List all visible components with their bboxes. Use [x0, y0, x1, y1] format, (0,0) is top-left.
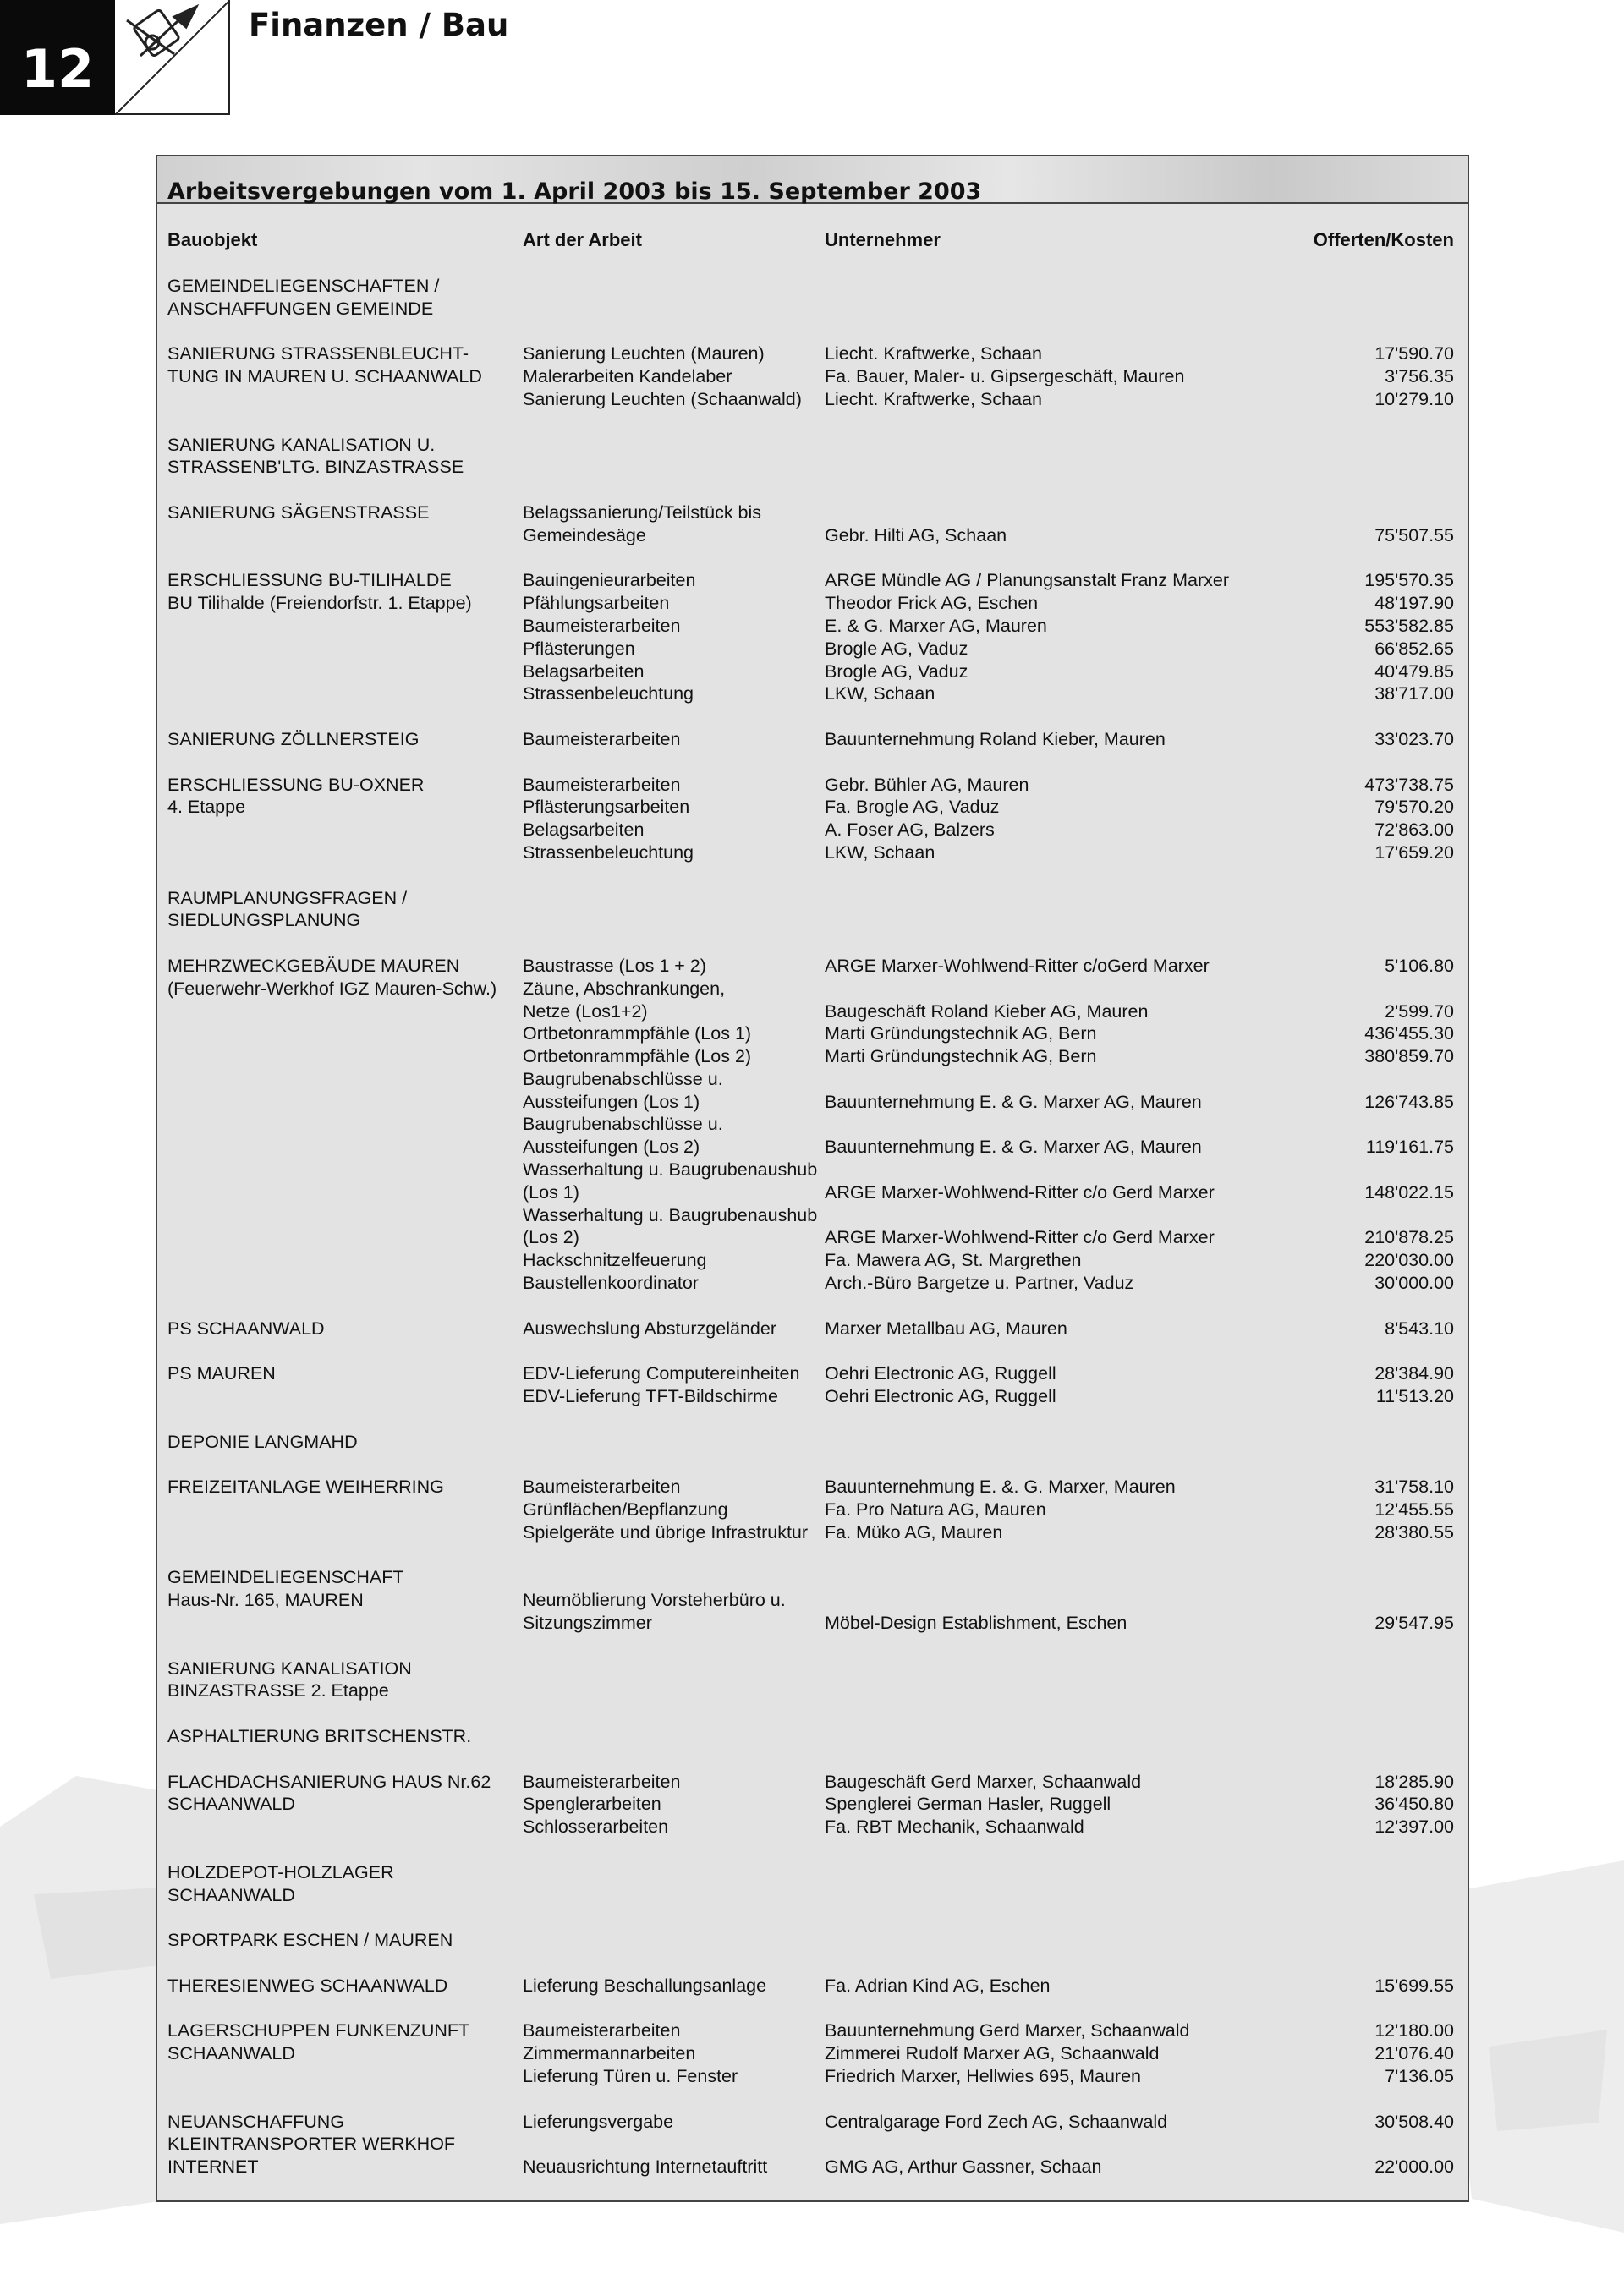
unternehmer-cell: Marti Gründungstechnik AG, Bern [825, 1046, 1097, 1067]
table-row [157, 275, 1468, 298]
kosten-cell: 79'570.20 [1374, 797, 1454, 818]
kosten-cell: 33'023.70 [1374, 728, 1454, 749]
kosten-cell: 12'397.00 [1374, 1817, 1454, 1838]
unternehmer-cell: Centralgarage Ford Zech AG, Schaanwald [825, 2111, 1168, 2132]
table-row [157, 1635, 1468, 1658]
table-row [157, 342, 1468, 365]
art-der-arbeit-cell: Hackschnitzelfeuerung [523, 1250, 707, 1271]
table-row [157, 388, 1468, 411]
unternehmer-cell: Möbel-Design Establishment, Eschen [825, 1613, 1127, 1634]
table-row [157, 1113, 1468, 1136]
table-row [157, 1340, 1468, 1362]
art-der-arbeit-cell: Ortbetonrammpfähle (Los 1) [523, 1023, 752, 1044]
column-header-unternehmer: Unternehmer [825, 229, 941, 250]
art-der-arbeit-cell: Aussteifungen (Los 1) [523, 1091, 700, 1112]
art-der-arbeit-cell: Pfählungsarbeiten [523, 593, 670, 614]
bauobjekt-cell: SPORTPARK ESCHEN / MAUREN [167, 1930, 453, 1951]
kosten-cell: 28'380.55 [1374, 1521, 1454, 1543]
table-row [157, 1249, 1468, 1272]
table-row [157, 1499, 1468, 1521]
unternehmer-cell: Arch.-Büro Bargetze u. Partner, Vaduz [825, 1273, 1134, 1294]
kosten-cell: 75'507.55 [1374, 524, 1454, 545]
table-row [157, 569, 1468, 592]
art-der-arbeit-cell: Spenglerarbeiten [523, 1794, 661, 1815]
bauobjekt-cell: PS SCHAANWALD [167, 1318, 325, 1339]
unternehmer-cell: ARGE Marxer-Wohlwend-Ritter c/oGerd Marxer [825, 955, 1210, 976]
bauobjekt-cell: SCHAANWALD [167, 1884, 295, 1905]
table-row [157, 1204, 1468, 1227]
table-row [157, 1748, 1468, 1771]
art-der-arbeit-cell: Pflästerungsarbeiten [523, 797, 690, 818]
table-row [157, 1000, 1468, 1023]
unternehmer-cell: Brogle AG, Vaduz [825, 638, 968, 659]
kosten-cell: 220'030.00 [1364, 1250, 1454, 1271]
table-row [157, 615, 1468, 638]
unternehmer-cell: Bauunternehmung E. & G. Marxer AG, Mauren [825, 1137, 1202, 1158]
bauobjekt-cell: FLACHDACHSANIERUNG HAUS Nr.62 [167, 1771, 491, 1792]
table-row [157, 638, 1468, 660]
unternehmer-cell: Bauunternehmung Gerd Marxer, Schaanwald [825, 2020, 1190, 2041]
table-row [157, 592, 1468, 615]
art-der-arbeit-cell: Zäune, Abschrankungen, [523, 978, 726, 999]
table-row [157, 1997, 1468, 2020]
kosten-cell: 12'180.00 [1374, 2020, 1454, 2041]
art-der-arbeit-cell: Baumeisterarbeiten [523, 728, 681, 749]
bauobjekt-cell: ERSCHLIESSUNG BU-TILIHALDE [167, 570, 452, 591]
table-row [157, 2133, 1468, 2156]
table-row [157, 1975, 1468, 1997]
art-der-arbeit-cell: Sitzungszimmer [523, 1613, 652, 1634]
table-row [157, 1159, 1468, 1181]
kosten-cell: 3'756.35 [1385, 366, 1454, 387]
bauobjekt-cell: TUNG IN MAUREN U. SCHAANWALD [167, 366, 482, 387]
art-der-arbeit-cell: Neumöblierung Vorsteherbüro u. [523, 1590, 786, 1611]
kosten-cell: 40'479.85 [1374, 660, 1454, 682]
table-row [157, 1725, 1468, 1748]
art-der-arbeit-cell: Auswechslung Absturzgeländer [523, 1318, 776, 1339]
unternehmer-cell: Bauunternehmung Roland Kieber, Mauren [825, 728, 1166, 749]
unternehmer-cell: Brogle AG, Vaduz [825, 660, 968, 682]
table-row [157, 1295, 1468, 1318]
art-der-arbeit-cell: Baumeisterarbeiten [523, 2020, 681, 2041]
page-number: 12 [0, 0, 115, 115]
kosten-cell: 436'455.30 [1364, 1023, 1454, 1044]
art-der-arbeit-cell: Lieferung Türen u. Fenster [523, 2065, 738, 2086]
table-row [157, 1181, 1468, 1204]
art-der-arbeit-cell: Lieferungsvergabe [523, 2111, 674, 2132]
unternehmer-cell: Friedrich Marxer, Hellwies 695, Mauren [825, 2065, 1141, 2086]
bauobjekt-cell: MEHRZWECKGEBÄUDE MAUREN [167, 955, 460, 976]
bauobjekt-cell: PS MAUREN [167, 1363, 276, 1384]
kosten-cell: 31'758.10 [1374, 1477, 1454, 1498]
art-der-arbeit-cell: Lieferung Beschallungsanlage [523, 1975, 767, 1996]
bauobjekt-cell: ASPHALTIERUNG BRITSCHENSTR. [167, 1726, 472, 1746]
art-der-arbeit-cell: Wasserhaltung u. Baugrubenaushub [523, 1159, 818, 1181]
table-row [157, 2042, 1468, 2065]
bauobjekt-cell: INTERNET [167, 2156, 259, 2178]
unternehmer-cell: Fa. RBT Mechanik, Schaanwald [825, 1817, 1084, 1838]
table-row [157, 1861, 1468, 1884]
table-row [157, 1385, 1468, 1408]
table-row [157, 2111, 1468, 2134]
art-der-arbeit-cell: Sanierung Leuchten (Mauren) [523, 343, 765, 364]
table-row [157, 1476, 1468, 1499]
table-row [157, 932, 1468, 955]
bauobjekt-cell: HOLZDEPOT-HOLZLAGER [167, 1861, 394, 1882]
kosten-cell: 195'570.35 [1364, 570, 1454, 591]
table-row [157, 411, 1468, 434]
unternehmer-cell: Gebr. Bühler AG, Mauren [825, 774, 1029, 795]
table-row [157, 1929, 1468, 1952]
art-der-arbeit-cell: Baugrubenabschlüsse u. [523, 1114, 723, 1135]
kosten-cell: 119'161.75 [1365, 1137, 1454, 1158]
unternehmer-cell: LKW, Schaan [825, 683, 935, 704]
art-der-arbeit-cell: Malerarbeiten Kandelaber [523, 366, 732, 387]
unternehmer-cell: Oehri Electronic AG, Ruggell [825, 1386, 1056, 1407]
table-row [157, 1431, 1468, 1454]
table-row [157, 909, 1468, 932]
unternehmer-cell: ARGE Mündle AG / Planungsanstalt Franz Marxer [825, 570, 1229, 591]
unternehmer-cell: Oehri Electronic AG, Ruggell [825, 1363, 1056, 1384]
column-header-art-der-arbeit: Art der Arbeit [523, 229, 642, 250]
table-row [157, 1838, 1468, 1861]
bauobjekt-cell: SANIERUNG ZÖLLNERSTEIG [167, 728, 420, 749]
table-row [157, 978, 1468, 1000]
bauobjekt-cell: SIEDLUNGSPLANUNG [167, 910, 361, 931]
table-row [157, 705, 1468, 728]
kosten-cell: 126'743.85 [1364, 1091, 1454, 1112]
art-der-arbeit-cell: Bauingenieurarbeiten [523, 570, 696, 591]
art-der-arbeit-cell: Gemeindesäge [523, 524, 646, 545]
table-row [157, 1884, 1468, 1907]
bauobjekt-cell: LAGERSCHUPPEN FUNKENZUNFT [167, 2020, 470, 2041]
kosten-cell: 8'543.10 [1385, 1318, 1454, 1339]
bauobjekt-cell: SANIERUNG KANALISATION U. [167, 434, 436, 455]
table-row [157, 1068, 1468, 1091]
bauobjekt-cell: SCHAANWALD [167, 2043, 295, 2064]
column-headers [157, 229, 1468, 255]
table-row [157, 1453, 1468, 1476]
table-row [157, 479, 1468, 501]
unternehmer-cell: E. & G. Marxer AG, Mauren [825, 615, 1047, 636]
kosten-cell: 28'384.90 [1374, 1363, 1454, 1384]
unternehmer-cell: Fa. Brogle AG, Vaduz [825, 797, 1000, 818]
kosten-cell: 22'000.00 [1374, 2156, 1454, 2178]
bauobjekt-cell: BINZASTRASSE 2. Etappe [167, 1680, 389, 1701]
unternehmer-cell: Fa. Mawera AG, St. Margrethen [825, 1250, 1082, 1271]
art-der-arbeit-cell: Strassenbeleuchtung [523, 841, 694, 863]
bauobjekt-cell: KLEINTRANSPORTER WERKHOF [167, 2134, 456, 2155]
bauobjekt-cell: FREIZEITANLAGE WEIHERRING [167, 1477, 444, 1498]
kosten-cell: 36'450.80 [1374, 1794, 1454, 1815]
table-row [157, 524, 1468, 547]
art-der-arbeit-cell: Sanierung Leuchten (Schaanwald) [523, 388, 802, 409]
kosten-cell: 473'738.75 [1364, 774, 1454, 795]
table-title-band [157, 156, 1468, 204]
kosten-cell: 210'878.25 [1364, 1227, 1454, 1248]
bauobjekt-cell: ERSCHLIESSUNG BU-OXNER [167, 774, 425, 795]
art-der-arbeit-cell: Belagsarbeiten [523, 819, 645, 841]
bauobjekt-cell: SANIERUNG SÄGENSTRASSE [167, 501, 430, 523]
art-der-arbeit-cell: Aussteifungen (Los 2) [523, 1137, 700, 1158]
unternehmer-cell: GMG AG, Arthur Gassner, Schaan [825, 2156, 1102, 2178]
table-row [157, 298, 1468, 321]
bauobjekt-cell: RAUMPLANUNGSFRAGEN / [167, 887, 408, 908]
kosten-cell: 7'136.05 [1385, 2065, 1454, 2086]
unternehmer-cell: Fa. Pro Natura AG, Mauren [825, 1499, 1046, 1521]
kosten-cell: 48'197.90 [1374, 593, 1454, 614]
table-row [157, 774, 1468, 797]
table-row [157, 2156, 1468, 2178]
kosten-cell: 11'513.20 [1375, 1386, 1454, 1407]
table-row [157, 1771, 1468, 1794]
art-der-arbeit-cell: Baumeisterarbeiten [523, 1477, 681, 1498]
bauobjekt-cell: (Feuerwehr-Werkhof IGZ Mauren-Schw.) [167, 978, 497, 999]
table-row [157, 547, 1468, 570]
kosten-cell: 66'852.65 [1374, 638, 1454, 659]
art-der-arbeit-cell: Zimmermannarbeiten [523, 2043, 696, 2064]
table-row [157, 1318, 1468, 1340]
art-der-arbeit-cell: Schlosserarbeiten [523, 1817, 669, 1838]
unternehmer-cell: Gebr. Hilti AG, Schaan [825, 524, 1007, 545]
kosten-cell: 21'076.40 [1374, 2043, 1454, 2064]
art-der-arbeit-cell: Pflästerungen [523, 638, 635, 659]
art-der-arbeit-cell: EDV-Lieferung TFT-Bildschirme [523, 1386, 778, 1407]
art-der-arbeit-cell: Netze (Los1+2) [523, 1000, 648, 1022]
table-row [157, 1952, 1468, 1975]
unternehmer-cell: Marxer Metallbau AG, Mauren [825, 1318, 1067, 1339]
table-row [157, 456, 1468, 479]
bauobjekt-cell: THERESIENWEG SCHAANWALD [167, 1975, 448, 1996]
art-der-arbeit-cell: Belagsarbeiten [523, 660, 645, 682]
art-der-arbeit-cell: Belagssanierung/Teilstück bis [523, 501, 762, 523]
unternehmer-cell: Baugeschäft Gerd Marxer, Schaanwald [825, 1771, 1142, 1792]
table-row [157, 1589, 1468, 1612]
art-der-arbeit-cell: Strassenbeleuchtung [523, 683, 694, 704]
art-der-arbeit-cell: (Los 2) [523, 1227, 579, 1248]
unternehmer-cell: Bauunternehmung E. & G. Marxer AG, Mauren [825, 1091, 1202, 1112]
table-row [157, 1612, 1468, 1635]
table-row [157, 728, 1468, 751]
art-der-arbeit-cell: (Los 1) [523, 1181, 579, 1203]
table-row [157, 1272, 1468, 1295]
kosten-cell: 15'699.55 [1374, 1975, 1454, 1996]
art-der-arbeit-cell: Grünflächen/Bepflanzung [523, 1499, 728, 1521]
bauobjekt-cell: ANSCHAFFUNGEN GEMEINDE [167, 298, 434, 319]
bauobjekt-cell: GEMEINDELIEGENSCHAFTEN / [167, 276, 440, 296]
table-row [157, 1566, 1468, 1589]
kosten-cell: 30'000.00 [1374, 1273, 1454, 1294]
kosten-cell: 38'717.00 [1374, 683, 1454, 704]
kosten-cell: 553'582.85 [1364, 615, 1454, 636]
kosten-cell: 12'455.55 [1374, 1499, 1454, 1521]
art-der-arbeit-cell: Baustellenkoordinator [523, 1273, 699, 1294]
table-row [157, 682, 1468, 705]
unternehmer-cell: Bauunternehmung E. &. G. Marxer, Mauren [825, 1477, 1176, 1498]
table-row [157, 1022, 1468, 1045]
bauobjekt-cell: DEPONIE LANGMAHD [167, 1431, 358, 1452]
art-der-arbeit-cell: Baumeisterarbeiten [523, 1771, 681, 1792]
unternehmer-cell: ARGE Marxer-Wohlwend-Ritter c/o Gerd Marxer [825, 1181, 1215, 1203]
table-row [157, 864, 1468, 887]
unternehmer-cell: Marti Gründungstechnik AG, Bern [825, 1023, 1097, 1044]
kosten-cell: 5'106.80 [1385, 955, 1454, 976]
table-row [157, 841, 1468, 864]
table-row [157, 1680, 1468, 1702]
kosten-cell: 17'659.20 [1374, 841, 1454, 863]
table-row [157, 1045, 1468, 1068]
kosten-cell: 29'547.95 [1374, 1613, 1454, 1634]
unternehmer-cell: A. Foser AG, Balzers [825, 819, 995, 841]
column-header-bauobjekt: Bauobjekt [167, 229, 258, 250]
table-row [157, 1226, 1468, 1249]
art-der-arbeit-cell: Baumeisterarbeiten [523, 774, 681, 795]
bauobjekt-cell: SCHAANWALD [167, 1794, 295, 1815]
unternehmer-cell: Liecht. Kraftwerke, Schaan [825, 388, 1042, 409]
table-row [157, 660, 1468, 683]
table-row [157, 1793, 1468, 1816]
art-der-arbeit-cell: Spielgeräte und übrige Infrastruktur [523, 1521, 809, 1543]
table-body [157, 275, 1468, 2178]
bauobjekt-cell: NEUANSCHAFFUNG [167, 2111, 345, 2132]
unternehmer-cell: ARGE Marxer-Wohlwend-Ritter c/o Gerd Marxer [825, 1227, 1215, 1248]
table-row [157, 1816, 1468, 1838]
bauobjekt-cell: SANIERUNG STRASSENBLEUCHT- [167, 343, 469, 364]
table-row [157, 2088, 1468, 2111]
art-der-arbeit-cell: Neuausrichtung Internetauftritt [523, 2156, 768, 2178]
art-der-arbeit-cell: Baugrubenabschlüsse u. [523, 1068, 723, 1089]
table-row [157, 1408, 1468, 1431]
kosten-cell: 72'863.00 [1374, 819, 1454, 841]
table-row [157, 819, 1468, 841]
table-row [157, 434, 1468, 457]
unternehmer-cell: Fa. Adrian Kind AG, Eschen [825, 1975, 1051, 1996]
contracts-table [156, 155, 1469, 2202]
table-row [157, 2065, 1468, 2088]
column-header-kosten: Offerten/Kosten [1313, 229, 1454, 250]
table-row [157, 365, 1468, 388]
table-row [157, 321, 1468, 343]
bauobjekt-cell: SANIERUNG KANALISATION [167, 1658, 412, 1679]
unternehmer-cell: Fa. Bauer, Maler- u. Gipsergeschäft, Mauren [825, 366, 1185, 387]
table-row [157, 501, 1468, 524]
unternehmer-cell: Liecht. Kraftwerke, Schaan [825, 343, 1042, 364]
table-row [157, 1544, 1468, 1567]
table-row [157, 1702, 1468, 1725]
kosten-cell: 10'279.10 [1374, 388, 1454, 409]
kosten-cell: 148'022.15 [1364, 1181, 1454, 1203]
bauobjekt-cell: BU Tilihalde (Freiendorfstr. 1. Etappe) [167, 593, 472, 614]
kosten-cell: 380'859.70 [1364, 1046, 1454, 1067]
art-der-arbeit-cell: Baumeisterarbeiten [523, 615, 681, 636]
table-row [157, 1362, 1468, 1385]
bauobjekt-cell: 4. Etappe [167, 797, 246, 818]
art-der-arbeit-cell: Ortbetonrammpfähle (Los 2) [523, 1046, 752, 1067]
kosten-cell: 30'508.40 [1374, 2111, 1454, 2132]
table-row [157, 887, 1468, 910]
table-row [157, 1906, 1468, 1929]
kosten-cell: 2'599.70 [1385, 1000, 1454, 1022]
kosten-cell: 17'590.70 [1374, 343, 1454, 364]
coat-of-arms-icon [115, 0, 230, 115]
table-title: Arbeitsvergebungen vom 1. April 2003 bis 15. September 2003 [167, 178, 982, 205]
table-row [157, 1521, 1468, 1544]
table-row [157, 1136, 1468, 1159]
bauobjekt-cell: Haus-Nr. 165, MAUREN [167, 1590, 364, 1611]
unternehmer-cell: Zimmerei Rudolf Marxer AG, Schaanwald [825, 2043, 1160, 2064]
unternehmer-cell: Theodor Frick AG, Eschen [825, 593, 1039, 614]
unternehmer-cell: LKW, Schaan [825, 841, 935, 863]
table-row [157, 955, 1468, 978]
table-row [157, 1091, 1468, 1114]
section-title: Finanzen / Bau [249, 7, 509, 43]
bauobjekt-cell: STRASSENB'LTG. BINZASTRASSE [167, 457, 464, 478]
art-der-arbeit-cell: Baustrasse (Los 1 + 2) [523, 955, 706, 976]
unternehmer-cell: Fa. Müko AG, Mauren [825, 1521, 1003, 1543]
table-row [157, 2019, 1468, 2042]
emblem-box [115, 0, 230, 115]
bauobjekt-cell: GEMEINDELIEGENSCHAFT [167, 1567, 404, 1588]
art-der-arbeit-cell: EDV-Lieferung Computereinheiten [523, 1363, 800, 1384]
table-row [157, 751, 1468, 774]
kosten-cell: 18'285.90 [1374, 1771, 1454, 1792]
art-der-arbeit-cell: Wasserhaltung u. Baugrubenaushub [523, 1204, 818, 1225]
table-row [157, 1658, 1468, 1680]
table-row [157, 796, 1468, 819]
unternehmer-cell: Spenglerei German Hasler, Ruggell [825, 1794, 1111, 1815]
unternehmer-cell: Baugeschäft Roland Kieber AG, Mauren [825, 1000, 1149, 1022]
